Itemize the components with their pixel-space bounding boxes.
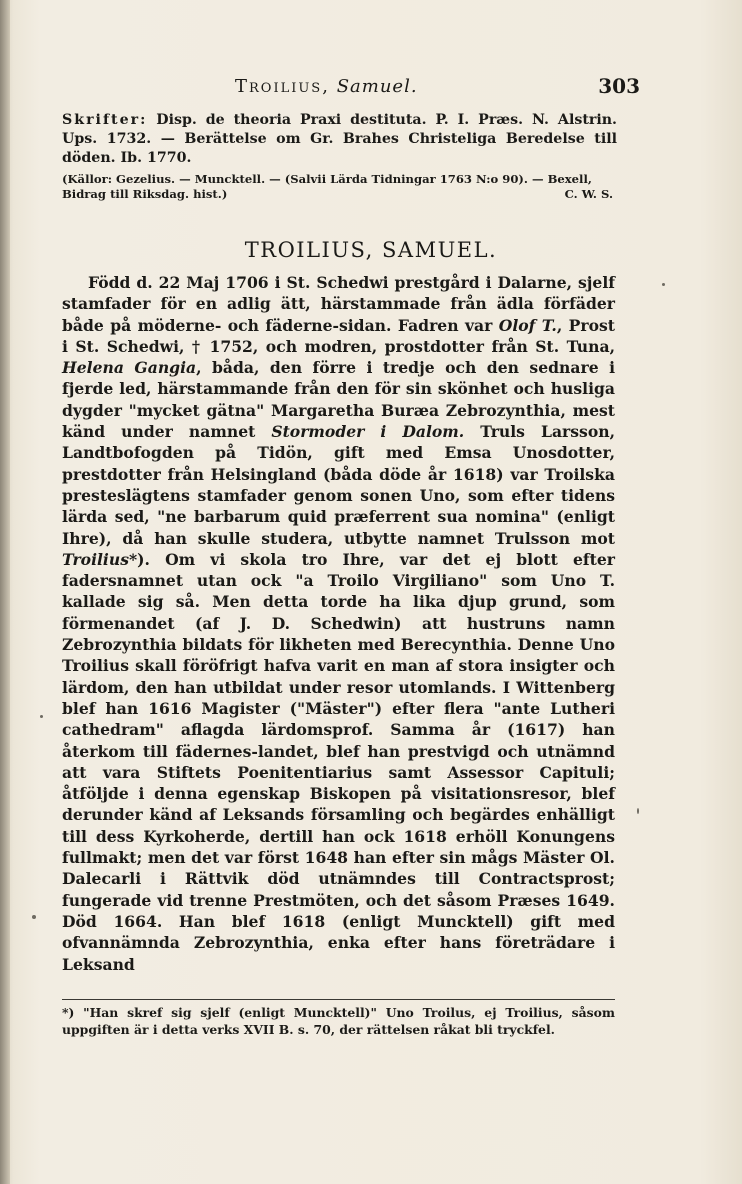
running-header — [60, 76, 650, 102]
running-title-surname: Troilius, — [235, 76, 330, 97]
ink-speck — [637, 808, 639, 814]
ink-speck — [662, 283, 665, 286]
body-text-part: *). Om vi skola tro Ihre, var det ej blott efter fadersnamnet utan ock "a Troilo Virgiliano" som Uno T. kallade sig så. Men detta torde ha lika djup grund, som förmenandet (af J. D. Schedwin) att hustruns namn Zebrozynthia bildats för likheten med Berecynthia. Denne Uno Troilius skall föröfrigt hafva varit en man af stora insigter och lärdom, den han utbildat under resor utomlands. I Wittenberg blef han 1616 Magister ("Mäster") efter flera "ante Lutheri cathedram" aflagda lärdomsprof. Samma år (1617) han återkom till fädernes-landet, blef han prestvigd och utnämnd att vara Stiftets Poenitentiarius samt Assessor Capituli; åtföljde i denna egenskap Biskopen på visitationsresor, blef derunder känd af Leksands församling och begärdes enhälligt till dess Kyrkoherde, dertill han ock 1618 erhöll Konungens fullmakt; men det var först 1648 han efter sin mågs Mäster Ol. Dalecarli i Rättvik död utnämndes till Contractsprost; fungerade vid trenne Prestmöten, och det såsom Præses 1649. Död 1664. Han blef 1618 (enligt Muncktell) gift med ofvannämnda Zebrozynthia, enka efter hans företrädare i Leksand — [62, 549, 615, 974]
running-title — [235, 76, 418, 97]
body-text-part: , båda, den förre i tredje och den sednare i fjerde led, härstammande från den för sin skönhet och husliga dygder "mycket gätna" Margaretha Buræa Zebrozynthia, mest känd under namnet — [62, 358, 616, 442]
page-number: 303 — [598, 74, 640, 98]
writings-entry — [62, 111, 617, 168]
nickname: Stormoder i Dalom. — [271, 422, 465, 442]
footnote: *) "Han skref sig sjelf (enligt Muncktell)" Uno Troilus, ej Troilius, såsom uppgiften är i detta verks XVII B. s. 70, der rättelsen råkat bli tryckfel. — [62, 1005, 615, 1037]
writings-label: Skrifter: — [62, 112, 148, 128]
body-text-part: , Prost i St. Schedwi, † 1752, och modren, prostdotter från St. Tuna, — [62, 315, 615, 356]
troilius-word: Troilius — [62, 549, 129, 569]
body-text-part: Född d. 22 Maj 1706 i St. Schedwi prestgård i Dalarne, sjelf stamfader för en adlig ätt, härstammade från ädla förfäder både på möderne- och fäderne-sidan. Fadren var — [62, 273, 615, 335]
running-title-given-name: Samuel. — [336, 76, 418, 97]
sources-entry — [62, 172, 617, 202]
article-body — [62, 272, 615, 975]
author-initials: C. W. S. — [564, 187, 613, 201]
ink-speck — [40, 715, 43, 718]
footnote-divider — [62, 999, 615, 1000]
father-name: Olof T. — [498, 315, 557, 335]
article-heading: TROILIUS, SAMUEL. — [244, 238, 498, 262]
body-text-part: Truls Larsson, Landtbofogden på Tidön, gift med Emsa Unosdotter, prestdotter från Helsingland (båda döde år 1618) var Troilska presteslägtens stamfader genom sonen Uno, som efter tidens lärda sed, "ne barbarum quid præferrent sua nomina" (enligt Ihre), då han skulle studera, utbytte namnet Trulsson mot — [62, 422, 615, 548]
writings-text: Disp. de theoria Praxi destituta. P. I. Præs. N. Alstrin. Ups. 1732. — Berättelse om Gr. Brahes Christeliga Beredelse till döden. Ib. 1770. — [62, 112, 617, 166]
mother-name: Helena Gangia — [62, 358, 197, 378]
ink-speck — [32, 915, 36, 919]
sources-text: (Källor: Gezelius. — Muncktell. — (Salvii Lärda Tidningar 1763 N:o 90). — Bexell, Bidrag till Riksdag. hist.) — [62, 172, 592, 201]
page-spine-shadow — [0, 0, 10, 1184]
